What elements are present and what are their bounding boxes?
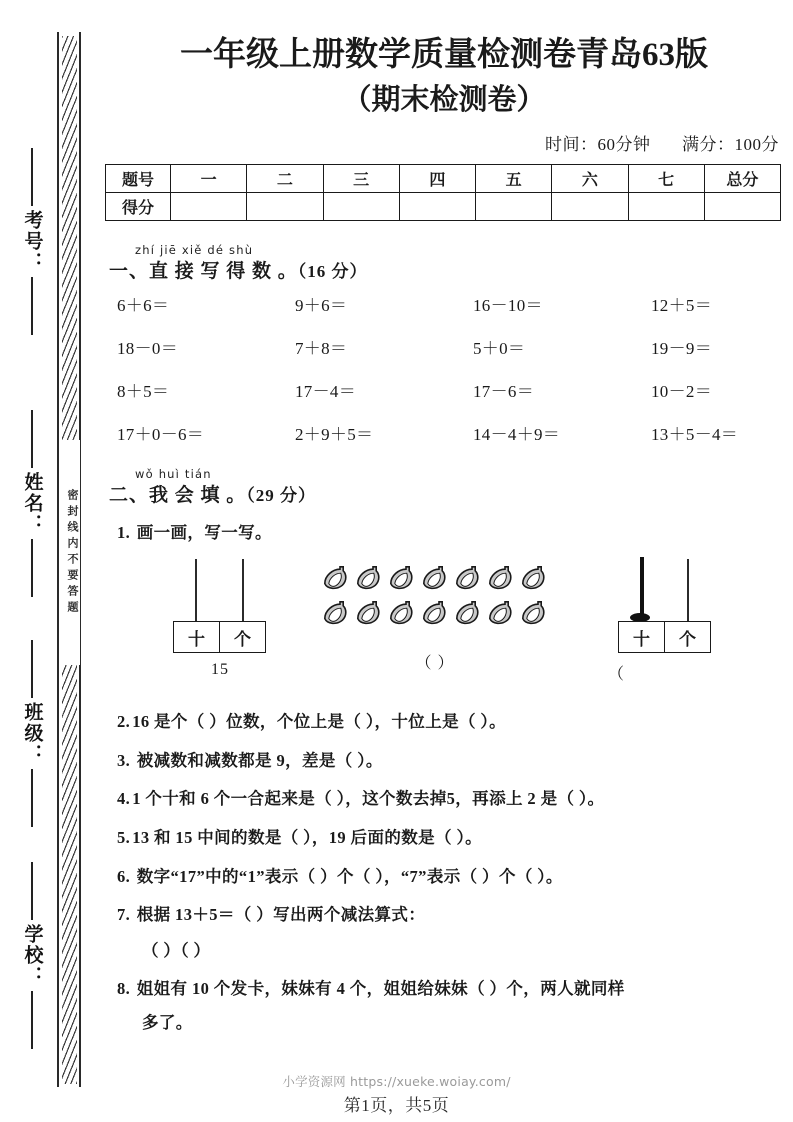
question-7-text: 根据 13＋5＝（ ）写出两个减法算式： [136, 905, 426, 925]
section-one-pinyin: zhí jiē xiě dé shù [135, 242, 254, 257]
question-1-figures [95, 555, 793, 705]
question-1-text: 画一画，写一写。 [136, 522, 272, 542]
banana-row [320, 598, 550, 628]
question-1-number: 1. [117, 522, 131, 542]
row-header-score: 得分 [106, 192, 171, 220]
field-rule-top [31, 862, 32, 920]
question-5[interactable] [117, 825, 793, 851]
banana-icon [518, 598, 550, 628]
calc-problem[interactable]: 19－9＝ [651, 338, 712, 358]
section-one-heading [109, 256, 785, 283]
field-exam-number[interactable] [8, 148, 56, 335]
seal-line-text: 密封线内不要答题 [60, 440, 80, 665]
tens-label: 十 [173, 621, 220, 653]
col-header-4: 四 [399, 164, 475, 192]
calc-problem[interactable]: 7＋8＝ [295, 338, 348, 358]
banana-icon [452, 563, 484, 593]
calc-problem[interactable]: 17－6＝ [473, 381, 534, 401]
score-cell-7[interactable] [628, 192, 704, 220]
score-cell-3[interactable] [323, 192, 399, 220]
calc-problem[interactable]: 2＋9＋5＝ [295, 424, 374, 444]
section-one [109, 243, 785, 283]
banana-icon [320, 598, 352, 628]
banana-icon [518, 563, 550, 593]
question-8-continuation: 多了。 [142, 1012, 193, 1032]
section-one-title: 一、直 接 写 得 数 。 [109, 260, 298, 282]
place-value-boxes [173, 621, 266, 653]
tens-rod-icon [195, 559, 197, 621]
place-value-chart-right[interactable] [600, 555, 730, 684]
score-cell-4[interactable] [399, 192, 475, 220]
calc-problem[interactable]: 5＋0＝ [473, 338, 526, 358]
col-header-7: 七 [628, 164, 704, 192]
question-5-number: 5. [117, 827, 131, 847]
question-8[interactable] [117, 976, 793, 1002]
col-header-5: 五 [476, 164, 552, 192]
page-title: 一年级上册数学质量检测卷青岛63版 [180, 37, 708, 73]
score-cell-total[interactable] [704, 192, 780, 220]
calc-problem[interactable]: 9＋6＝ [295, 295, 348, 315]
col-header-6: 六 [552, 164, 628, 192]
calc-problem[interactable]: 18－0＝ [117, 338, 178, 358]
col-header-1: 一 [171, 164, 247, 192]
question-6-text: 数字“17”中的“1”表示（ ）个（ ），“7”表示（ ）个（ ）。 [136, 866, 563, 886]
field-rule-bottom [31, 277, 32, 335]
exam-meta-line [95, 130, 779, 155]
row-header-question-number: 题号 [106, 164, 171, 192]
place-value-rods-left [173, 555, 267, 653]
place-chart-right-caption[interactable]: （ [608, 666, 626, 684]
question-7[interactable] [117, 902, 793, 928]
section-one-points: （16 分） [297, 261, 368, 281]
calc-problem[interactable]: 10－2＝ [651, 381, 712, 401]
page-number: 第1页，共5页 [343, 1096, 450, 1115]
banana-icon [485, 598, 517, 628]
score-cell-2[interactable] [247, 192, 323, 220]
calc-problem[interactable]: 12＋5＝ [651, 295, 712, 315]
question-2-text: 16 是个（ ）位数，个位上是（ ），十位上是（ ）。 [132, 712, 506, 732]
question-3[interactable] [117, 748, 793, 774]
banana-row [320, 563, 550, 593]
field-rule-bottom [31, 991, 32, 1049]
banana-answer-blank[interactable]: （ ） [415, 655, 455, 673]
table-row-scores [106, 192, 781, 220]
place-value-boxes [618, 621, 711, 653]
question-7-number: 7. [117, 905, 131, 925]
col-header-total: 总分 [704, 164, 780, 192]
question-1 [117, 520, 793, 546]
question-2[interactable] [117, 709, 793, 735]
field-rule-bottom [31, 539, 32, 597]
col-header-2: 二 [247, 164, 323, 192]
place-value-chart-left[interactable] [155, 555, 285, 679]
score-table [105, 164, 781, 221]
question-8-number: 8. [117, 979, 131, 999]
place-value-rods-right [618, 555, 712, 653]
ones-rod-icon [242, 559, 244, 621]
banana-icon [419, 598, 451, 628]
question-6[interactable] [117, 864, 793, 890]
banana-icon [353, 563, 385, 593]
question-8-text: 姐姐有 10 个发卡，妹妹有 4 个，姐姐给妹妹（ ）个，两人就同样 [136, 979, 625, 999]
student-fields-column [8, 0, 56, 1122]
table-row-question-numbers [106, 164, 781, 192]
banana-icon [419, 563, 451, 593]
banana-icon [386, 598, 418, 628]
seal-rule-outer [57, 32, 59, 1087]
ones-label: 个 [665, 621, 711, 653]
question-5-text: 13 和 15 中间的数是（ ），19 后面的数是（ ）。 [132, 827, 483, 847]
calc-problem[interactable]: 17＋0－6＝ [117, 424, 205, 444]
exam-paper-body [95, 0, 793, 1122]
banana-rows [320, 563, 550, 628]
col-header-3: 三 [323, 164, 399, 192]
calc-problem[interactable]: 13＋5－4＝ [651, 424, 739, 444]
calc-problem[interactable]: 17－4＝ [295, 381, 356, 401]
question-3-number: 3. [117, 750, 131, 770]
field-class-label: 班级： [21, 702, 43, 765]
place-chart-left-caption: 15 [211, 661, 229, 679]
field-class[interactable] [8, 640, 56, 827]
ones-label: 个 [220, 621, 266, 653]
section-two [109, 467, 785, 507]
question-4[interactable] [117, 786, 793, 812]
section-two-pinyin: wǒ huì tián [135, 466, 212, 481]
question-2-number: 2. [117, 712, 131, 732]
field-name[interactable] [8, 410, 56, 597]
exam-time-label: 时间：60分钟 [545, 134, 651, 154]
field-name-label: 姓名： [21, 472, 43, 535]
banana-icon [320, 563, 352, 593]
banana-icon [452, 598, 484, 628]
arithmetic-problem-grid [117, 291, 793, 445]
ones-rod-icon [687, 559, 689, 621]
question-7-answer-blanks[interactable]: （ ）（ ） [142, 940, 211, 960]
section-two-title: 二、我 会 填 。 [109, 484, 247, 506]
field-rule-bottom [31, 769, 32, 827]
question-6-number: 6. [117, 866, 131, 886]
tens-rod-icon [640, 557, 644, 621]
exam-fullscore-label: 满分：100分 [682, 134, 779, 154]
field-school[interactable] [8, 862, 56, 1049]
calc-problem[interactable]: 16－10＝ [473, 295, 543, 315]
section-two-heading [109, 480, 785, 507]
field-rule-top [31, 410, 32, 468]
calc-problem[interactable]: 8＋5＝ [117, 381, 170, 401]
question-4-number: 4. [117, 789, 131, 809]
calc-problem[interactable]: 14－4＋9＝ [473, 424, 561, 444]
score-cell-6[interactable] [552, 192, 628, 220]
banana-icon [485, 563, 517, 593]
score-cell-1[interactable] [171, 192, 247, 220]
section-two-points: （29 分） [246, 485, 317, 505]
field-rule-top [31, 640, 32, 698]
question-3-text: 被减数和减数都是 9，差是（ ）。 [136, 750, 383, 770]
calc-problem[interactable]: 6＋6＝ [117, 295, 170, 315]
score-cell-5[interactable] [476, 192, 552, 220]
field-rule-top [31, 148, 32, 206]
banana-icon [353, 598, 385, 628]
banana-icon [386, 563, 418, 593]
question-4-text: 1 个十和 6 个一合起来是（ ），这个数去掉5，再添上 2 是（ ）。 [132, 789, 605, 809]
page-subtitle: （期末检测卷） [342, 83, 546, 116]
banana-group-figure [320, 563, 550, 673]
field-school-label: 学校： [21, 924, 43, 987]
field-exam-number-label: 考号： [21, 210, 43, 273]
site-watermark: 小学资源网 https://xueke.woiay.com/ [282, 1074, 511, 1089]
tens-label: 十 [618, 621, 665, 653]
